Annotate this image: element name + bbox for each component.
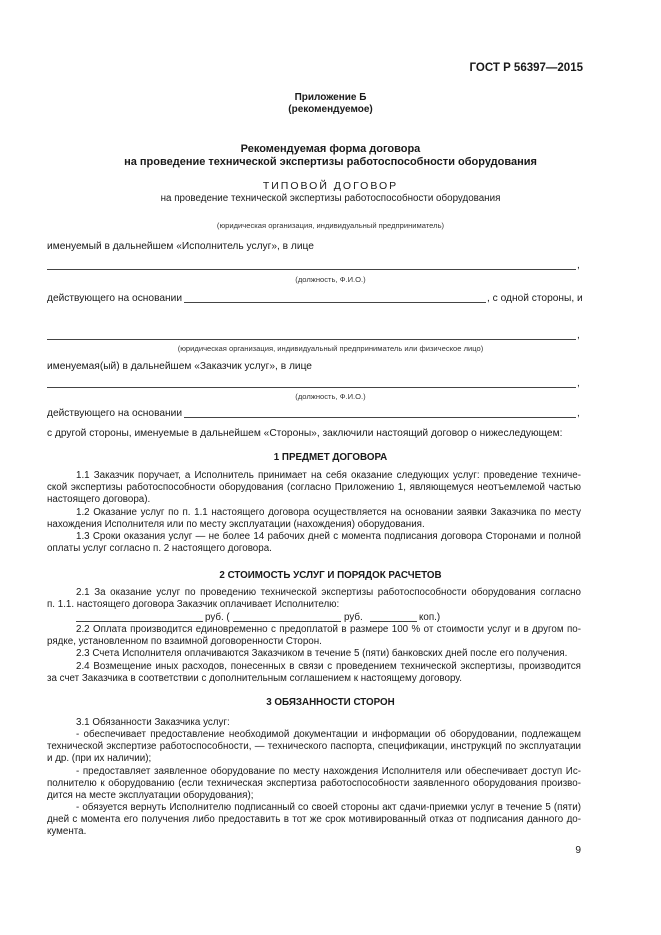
- contract-title: ТИПОВОЙ ДОГОВОР: [262, 180, 399, 192]
- section2-paragraph-2: 2.2 Оплата производится единовременно с предоплатой в размере 100 % от стоимости услуг и в другом по- рядке, установленном по взаимной договоренности Сторон.: [47, 624, 581, 648]
- section3-paragraph-3: - предоставляет заявленное оборудование по месту нахождения Исполнителя или обеспечивает доступ Ис- полнителю к оборудованию (если техническая экспертиза работоспособности заявленного оборудования произво- дится на месте эксплуатации оборудования);: [47, 766, 581, 802]
- appendix-subtitle: (рекомендуемое): [288, 104, 373, 115]
- amount-words-line: [233, 621, 341, 622]
- kop-label: коп.): [419, 612, 441, 623]
- contract-subtitle: на проведение технической экспертизы работоспособности оборудования: [160, 193, 501, 204]
- other-side-text: с другой стороны, именуемые в дальнейшем «Стороны», заключили настоящий договор о нижеследующем:: [47, 428, 563, 439]
- section2-paragraph-4: 2.4 Возмещение иных расходов, понесенных в связи с проведением технической экспертизы, производится за счет Заказчика в соответствии с дополнительным соглашением к настоящему договору.: [47, 661, 581, 685]
- customer-position-line: [47, 387, 576, 388]
- hint-position-2: (должность, Ф.И.О.): [295, 392, 366, 401]
- amount-kop-line: [370, 621, 417, 622]
- section3-heading: 3 ОБЯЗАННОСТИ СТОРОН: [266, 697, 395, 708]
- basis-line-1: [184, 302, 486, 303]
- section2-paragraph-3: 2.3 Счета Исполнителя оплачиваются Заказчиком в течение 5 (пяти) банковских дней после его получения.: [76, 648, 568, 659]
- section2-paragraph-1: 2.1 За оказание услуг по проведению технической экспертизы работоспособности оборудования согласно п. 1.1. настоящего договора Заказчик оплачивает Исполнителю:: [47, 587, 581, 611]
- hint-position-1: (должность, Ф.И.О.): [295, 275, 366, 284]
- section1-paragraph-2: 1.2 Оказание услуг по п. 1.1 настоящего договора осуществляется на основании заявки Заказчика по месту нахождения Исполнителя или по месту эксплуатации (нахождения) оборудования.: [47, 507, 581, 531]
- section1-paragraph-3: 1.3 Сроки оказания услуг — не более 14 рабочих дней с момента подписания договора Сторонами и полной оплаты услуг согласно п. 2 настоящего договора.: [47, 531, 581, 555]
- executor-named-text: именуемый в дальнейшем «Исполнитель услуг», в лице: [47, 241, 314, 252]
- amount-rub-line: [76, 621, 203, 622]
- hint-org: (юридическая организация, индивидуальный предприниматель): [216, 221, 445, 230]
- appendix-title: Приложение Б: [294, 92, 367, 103]
- form-title-line2: на проведение технической экспертизы работоспособности оборудования: [124, 156, 537, 168]
- section3-paragraph-4: - обязуется вернуть Исполнителю подписанный со своей стороны акт сдачи-приемки услуг в течение 5 (пяти) дней с момента его получения либо предоставить в тот же срок мотивированный отказ от подписания данного до- кумента.: [47, 802, 581, 838]
- customer-named-text: именуемая(ый) в дальнейшем «Заказчик услуг», в лице: [47, 361, 312, 372]
- document-page: ГОСТ Р 56397—2015 Приложение Б (рекомендуемое) Рекомендуемая форма договора на проведение технической экспертизы работоспособности оборудования ТИПОВОЙ ДОГОВОР на проведение технической экспертизы работоспособности оборудования (юридическая организация, индивидуальный предприниматель) именуемый в дальнейшем «Исполнитель услуг», в лице , (должность, Ф.И.О.) действующего на основании , с одной стороны, и , (юридическая организация, индивидуальный предприниматель или физическое лицо) именуемая(ый) в дальнейшем «Заказчик услуг», в лице , (должность, Ф.И.О.) действующего на основании , с другой стороны, именуемые в дальнейшем «Стороны», заключили настоящий договор о нижеследующем: 1 ПРЕДМЕТ ДОГОВОРА 1.1 Заказчик поручает, а Исполнитель принимает на себя оказание следующих услуг: проведение техниче- ской экспертизы работоспособности оборудования (согласно Приложению 1, являющемуся неотъемлемой частью настоящего договора). 1.2 Оказание услуг по п. 1.1 настоящего договора осуществляется на основании заявки Заказчика по месту нахождения Исполнителя или по месту эксплуатации (нахождения) оборудования. 1.3 Сроки оказания услуг — не более 14 рабочих дней с момента подписания договора Сторонами и полной оплаты услуг согласно п. 2 настоящего договора. 2 СТОИМОСТЬ УСЛУГ И ПОРЯДОК РАСЧЕТОВ 2.1 За оказание услуг по проведению технической экспертизы работоспособности оборудования согласно п. 1.1. настоящего договора Заказчик оплачивает Исполнителю: руб. ( руб. коп.) 2.2 Оплата производится единовременно с предоплатой в размере 100 % от стоимости услуг и в другом по- рядке, установленном по взаимной договоренности Сторон. 2.3 Счета Исполнителя оплачиваются Заказчиком в течение 5 (пяти) банковских дней после его получения. 2.4 Возмещение иных расходов, понесенных в связи с проведением технической экспертизы, производится за счет Заказчика в соответствии с дополнительным соглашением к настоящему договору. 3 ОБЯЗАННОСТИ СТОРОН 3.1 Обязанности Заказчика услуг: - обеспечивает предоставление необходимой документации и информации об оборудовании, подлежащем технической экспертизе работоспособности, — технического паспорта, спецификации, инструкций по эксплуатации и др. (при их наличии); - предоставляет заявленное оборудование по месту нахождения Исполнителя или обеспечивает доступ Ис- полнителю к оборудованию (если техническая экспертиза работоспособности заявленного оборудования произво- дится на месте эксплуатации оборудования); - обязуется вернуть Исполнителю подписанный со своей стороны акт сдачи-приемки услуг в течение 5 (пяти) дней с момента его получения либо предоставить в тот же срок мотивированный отказ от подписания данного до- кумента. 9: [0, 0, 661, 935]
- standard-code: ГОСТ Р 56397—2015: [469, 62, 583, 74]
- section1-paragraph-1: 1.1 Заказчик поручает, а Исполнитель принимает на себя оказание следующих услуг: проведение техниче- ской экспертизы работоспособности оборудования (согласно Приложению 1, являющемуся неотъемлемой частью настоящего договора).: [47, 470, 581, 506]
- section2-heading: 2 СТОИМОСТЬ УСЛУГ И ПОРЯДОК РАСЧЕТОВ: [219, 570, 442, 581]
- customer-org-line: [47, 339, 576, 340]
- rub-label-2: руб.: [344, 612, 363, 623]
- acting-basis-2: действующего на основании: [47, 408, 183, 419]
- rub-label-1: руб. (: [205, 612, 230, 623]
- acting-basis-1: действующего на основании: [47, 293, 183, 304]
- basis-line-2: [184, 417, 576, 418]
- section1-heading: 1 ПРЕДМЕТ ДОГОВОРА: [273, 452, 388, 463]
- hint-org-person: (юридическая организация, индивидуальный предприниматель или физическое лицо): [177, 344, 484, 353]
- one-side-text: , с одной стороны, и: [487, 293, 583, 304]
- executor-position-line: [47, 269, 576, 270]
- page-number: 9: [575, 845, 581, 856]
- section3-paragraph-1: 3.1 Обязанности Заказчика услуг:: [76, 717, 230, 728]
- section3-paragraph-2: - обеспечивает предоставление необходимой документации и информации об оборудовании, подлежащем технической экспертизе работоспособности, — технического паспорта, спецификации, инструкций по эксплуатации и др. (при их наличии);: [47, 729, 581, 765]
- form-title-line1: Рекомендуемая форма договора: [240, 143, 421, 155]
